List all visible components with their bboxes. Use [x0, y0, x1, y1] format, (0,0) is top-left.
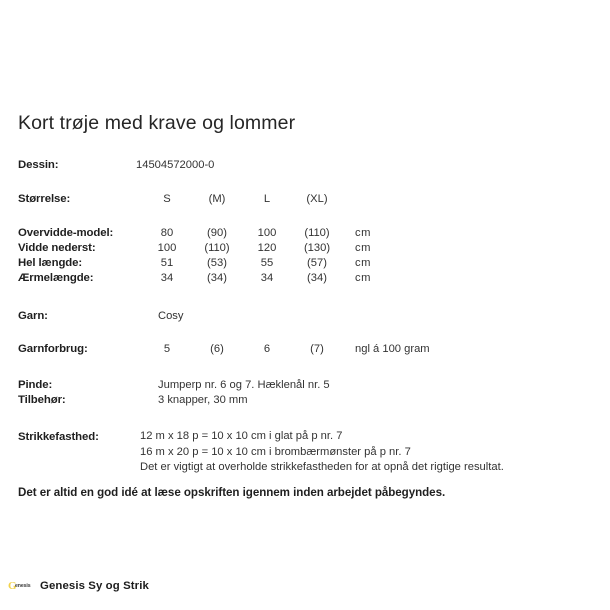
measurement-value: 55 — [260, 257, 274, 269]
pinde-label: Pinde: — [18, 379, 53, 391]
footer — [8, 578, 149, 594]
measurement-value: 51 — [160, 257, 174, 269]
measurement-label: Hel længde: — [18, 257, 83, 269]
measurement-value: 34 — [160, 272, 174, 284]
garn-value: Cosy — [158, 310, 184, 322]
garnforbrug-value: (7) — [310, 343, 324, 355]
measurement-unit: cm — [355, 257, 371, 269]
spec-row-garnforbrug — [18, 342, 598, 357]
spec-row-dessin — [18, 158, 598, 173]
garnforbrug-value: (6) — [210, 343, 224, 355]
measurement-value: (110) — [304, 227, 330, 239]
measurement-value: (57) — [307, 257, 327, 269]
brand-name: Genesis Sy og Strik — [40, 580, 149, 592]
footnote-text: Det er altid en god idé at læse opskriften igennem inden arbejdet påbegyndes. — [18, 486, 446, 499]
garn-label: Garn: — [18, 310, 48, 322]
measurement-value: (110) — [204, 242, 230, 254]
measurement-value: 100 — [257, 227, 277, 239]
garnforbrug-value: 6 — [263, 343, 271, 355]
measurement-value: 100 — [157, 242, 177, 254]
measurement-value: (34) — [307, 272, 327, 284]
strikkefasthed-line: Det er vigtigt at overholde strikkefastheden for at opnå det rigtige resultat. — [140, 461, 504, 473]
measurement-unit: cm — [355, 272, 371, 284]
garnforbrug-label: Garnforbrug: — [18, 343, 88, 355]
measurement-value: (34) — [207, 272, 227, 284]
dessin-value: 14504572000-0 — [136, 159, 215, 171]
size-header-3: (XL) — [306, 193, 328, 205]
measurement-value: 34 — [260, 272, 274, 284]
spec-row-measurement — [18, 256, 598, 271]
measurement-unit: cm — [355, 242, 371, 254]
genesis-logo-icon — [8, 581, 34, 592]
logo-wordmark: enesis — [15, 582, 31, 589]
measurement-value: (130) — [303, 242, 331, 254]
strikkefasthed-line: 16 m x 20 p = 10 x 10 cm i brombærmønster på p nr. 7 — [140, 445, 411, 458]
measurement-value: (90) — [207, 227, 227, 239]
tilbehoer-value: 3 knapper, 30 mm — [158, 394, 248, 406]
spec-row-sizes — [18, 192, 598, 207]
page-title: Kort trøje med krave og lommer — [18, 112, 296, 134]
measurement-unit: cm — [355, 227, 371, 239]
strikkefasthed-line: 12 m x 18 p = 10 x 10 cm i glat på p nr. 7 — [140, 430, 343, 442]
logo-g-glyph: G — [8, 580, 17, 592]
measurement-value: (53) — [207, 257, 227, 269]
measurement-label: Vidde nederst: — [18, 242, 96, 254]
measurement-label: Overvidde-model: — [18, 227, 114, 239]
size-header-1: (M) — [208, 193, 226, 205]
spec-row-tilbehoer — [18, 393, 598, 408]
garnforbrug-value: 5 — [163, 343, 171, 355]
stoerrelse-label: Størrelse: — [18, 193, 71, 205]
spec-row-pinde — [18, 378, 598, 393]
spec-row-measurement — [18, 241, 598, 256]
strikkefasthed-label: Strikkefasthed: — [18, 431, 99, 443]
spec-row-measurement — [18, 271, 598, 286]
measurement-label: Ærmelængde: — [18, 272, 94, 284]
size-header-0: S — [163, 193, 171, 205]
size-header-2: L — [263, 193, 271, 205]
pinde-value: Jumperp nr. 6 og 7. Hæklenål nr. 5 — [158, 379, 330, 391]
measurement-value: 80 — [160, 227, 174, 239]
tilbehoer-label: Tilbehør: — [18, 394, 66, 406]
strikkefasthed-values — [140, 429, 504, 476]
measurement-value: 120 — [257, 242, 277, 254]
garnforbrug-note: ngl á 100 gram — [355, 343, 430, 355]
spec-row-garn — [18, 309, 598, 324]
dessin-label: Dessin: — [18, 159, 59, 171]
spec-row-measurement — [18, 226, 598, 241]
